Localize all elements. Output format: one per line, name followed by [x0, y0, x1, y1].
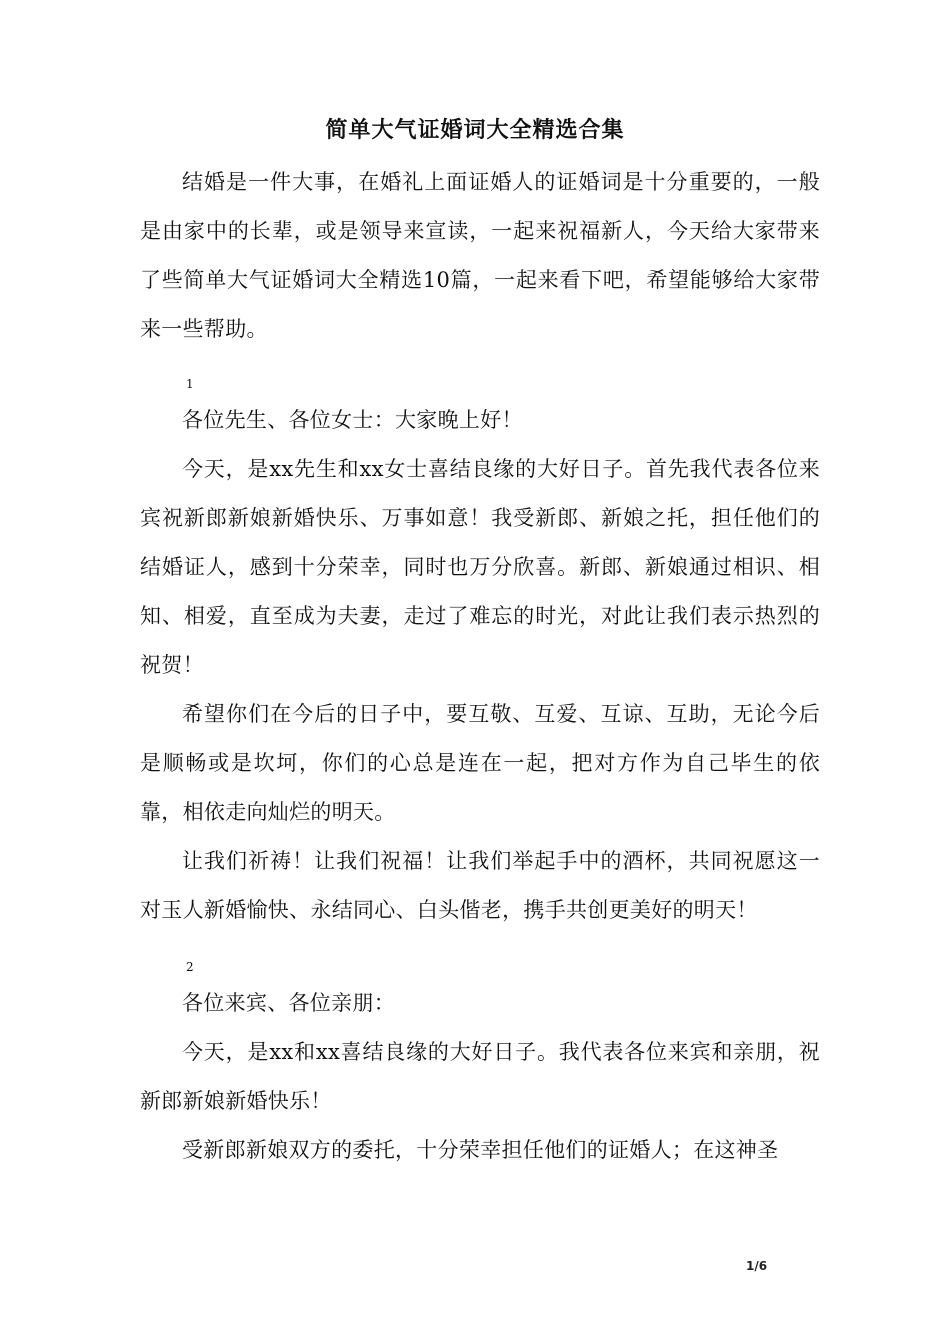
page-indicator: 1/6 [746, 1259, 768, 1273]
document-body [140, 158, 820, 1175]
section-number: 2 [186, 960, 194, 974]
section-2-paragraph: 今天，是xx和xx喜结良缘的大好日子。我代表各位来宾和亲朋，祝新郎新娘新婚快乐！ [140, 1040, 820, 1113]
section-number: 1 [186, 377, 194, 391]
section-1-greeting: 各位先生、各位女士：大家晚上好！ [182, 408, 523, 432]
section-2-paragraph: 受新郎新娘双方的委托，十分荣幸担任他们的证婚人；在这神圣 [182, 1138, 779, 1162]
section-1-paragraph: 让我们祈祷！让我们祝福！让我们举起手中的酒杯，共同祝愿这一对玉人新婚愉快、永结同心、白头偕老，携手共创更美好的明天！ [140, 849, 820, 922]
intro-paragraph: 结婚是一件大事，在婚礼上面证婚人的证婚词是十分重要的，一般是由家中的长辈，或是领导来宣读，一起来祝福新人，今天给大家带来了些简单大气证婚词大全精选10篇，一起来看下吧，希望能够给大家带来一些帮助。 [140, 170, 820, 341]
section-2-greeting: 各位来宾、各位亲朋： [182, 991, 395, 1015]
section-1-paragraph: 希望你们在今后的日子中，要互敬、互爱、互谅、互助，无论今后是顺畅或是坎坷，你们的心总是连在一起，把对方作为自己毕生的依靠，相依走向灿烂的明天。 [140, 702, 820, 824]
section-1-paragraph: 今天，是xx先生和xx女士喜结良缘的大好日子。首先我代表各位来宾祝新郎新娘新婚快乐、万事如意！我受新郎、新娘之托，担任他们的结婚证人，感到十分荣幸，同时也万分欣喜。新郎、新娘通过相识、相知、相爱，直至成为夫妻，走过了难忘的时光，对此让我们表示热烈的祝贺！ [140, 457, 820, 677]
document-title: 简单大气证婚词大全精选合集 [325, 117, 625, 143]
